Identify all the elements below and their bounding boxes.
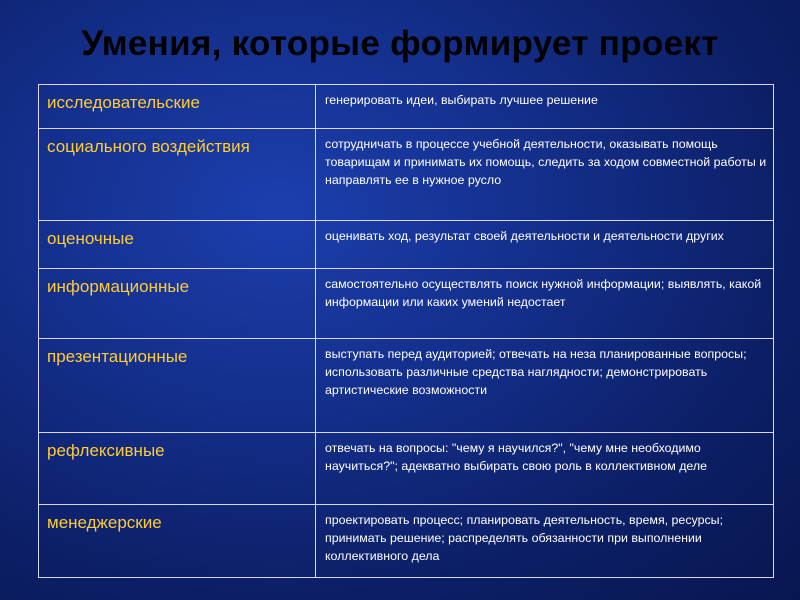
skill-name-cell: оценочные [39, 221, 316, 269]
table-row [39, 339, 774, 433]
skill-description-cell: самостоятельно осуществлять поиск нужной информации; выявлять, какой информации или каких умений недостает [316, 269, 774, 339]
skill-name-cell: информационные [39, 269, 316, 339]
skill-name-cell: социального воздействия [39, 129, 316, 221]
skill-description-cell: отвечать на вопросы: "чему я научился?", "чему мне необходимо научиться?"; адекватно выбирать свою роль в коллективном деле [316, 433, 774, 505]
table-row [39, 129, 774, 221]
table-row [39, 85, 774, 129]
skill-description-cell: проектировать процесс; планировать деятельность, время, ресурсы; принимать решение; распределять обязанности при выполнении коллективного дела [316, 505, 774, 578]
skills-table [38, 84, 774, 578]
slide-title: Умения, которые формирует проект [81, 24, 719, 63]
skill-name-cell: презентационные [39, 339, 316, 433]
table-row [39, 433, 774, 505]
skill-name-cell: рефлексивные [39, 433, 316, 505]
table-row [39, 505, 774, 578]
skill-name-cell: исследовательские [39, 85, 316, 129]
table-row [39, 269, 774, 339]
skill-description-cell: генерировать идеи, выбирать лучшее решение [316, 85, 774, 129]
table-row [39, 221, 774, 269]
skill-description-cell: выступать перед аудиторией; отвечать на неза планированные вопросы; использовать различные средства наглядности; демонстрировать артистические возможности [316, 339, 774, 433]
skill-description-cell: сотрудничать в процессе учебной деятельности, оказывать помощь товарищам и принимать их помощь, следить за ходом совместной работы и направлять ее в нужное русло [316, 129, 774, 221]
skill-name-cell: менеджерские [39, 505, 316, 578]
skill-description-cell: оценивать ход, результат своей деятельности и деятельности других [316, 221, 774, 269]
